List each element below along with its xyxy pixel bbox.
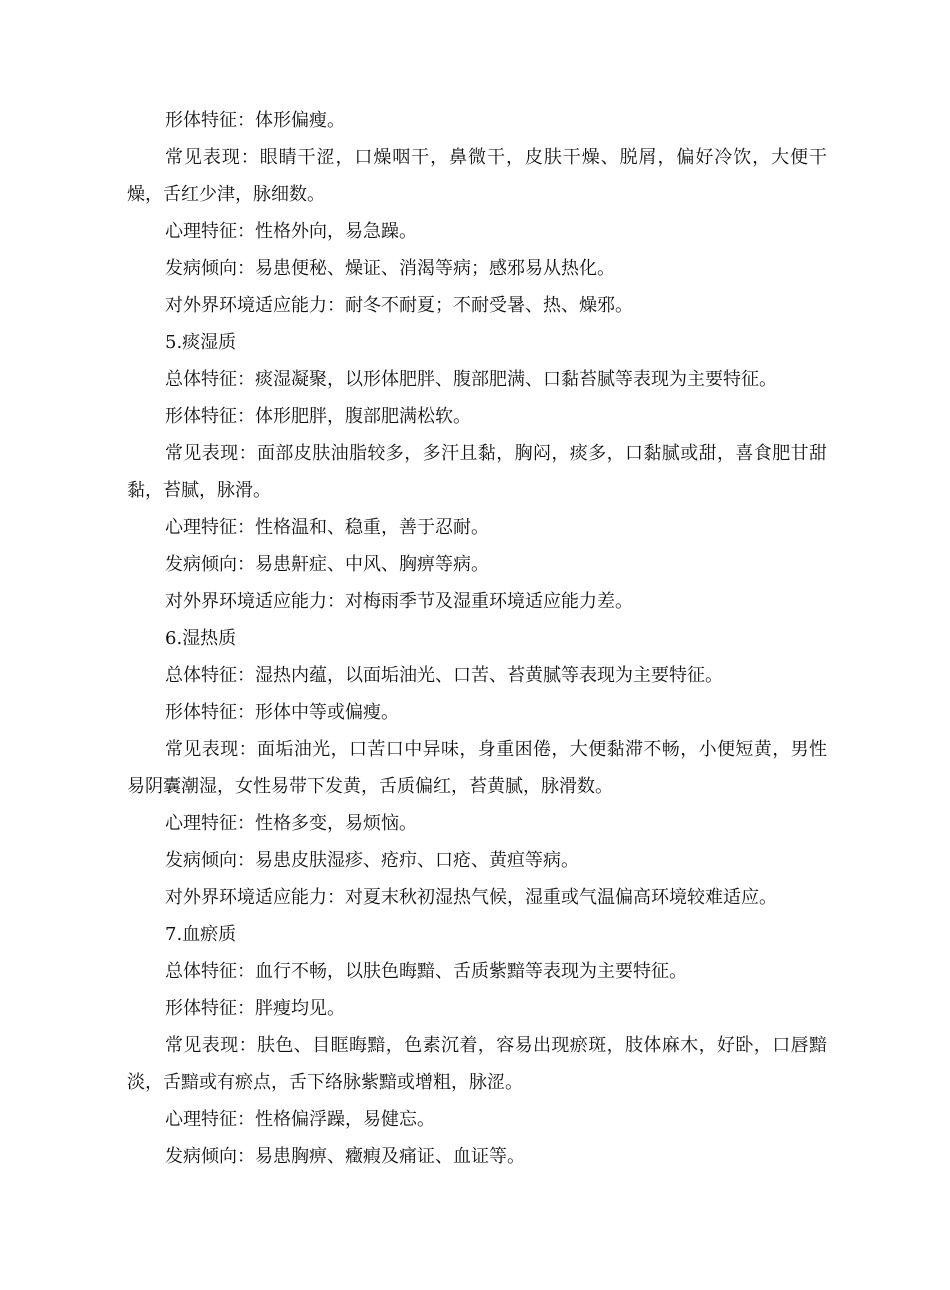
body-paragraph: 发病倾向：易患胸痹、癥瘕及痛证、血证等。 (165, 1146, 525, 1167)
body-paragraph: 常见表现：肤色、目眶晦黯，色素沉着，容易出现瘀斑，肢体麻木，好卧，口唇黯淡，舌黯或有瘀点，舌下络脉紫黯或增粗，脉涩。 (127, 1035, 827, 1093)
body-paragraph: 形体特征：体形偏瘦。 (165, 110, 345, 131)
body-paragraph: 对外界环境适应能力：耐冬不耐夏；不耐受暑、热、燥邪。 (165, 295, 633, 316)
body-paragraph: 心理特征：性格外向，易急躁。 (165, 221, 417, 242)
body-paragraph: 发病倾向：易患皮肤湿疹、疮疖、口疮、黄疸等病。 (165, 850, 579, 871)
document-page (127, 102, 827, 1175)
body-paragraph: 心理特征：性格温和、稳重，善于忍耐。 (165, 517, 489, 538)
body-paragraph: 形体特征：体形肥胖，腹部肥满松软。 (165, 406, 471, 427)
body-paragraph: 发病倾向：易患鼾症、中风、胸痹等病。 (165, 554, 489, 575)
body-paragraph: 总体特征：血行不畅，以肤色晦黯、舌质紫黯等表现为主要特征。 (165, 961, 687, 982)
body-paragraph: 对外界环境适应能力：对梅雨季节及湿重环境适应能力差。 (165, 591, 633, 612)
body-paragraph: 形体特征：形体中等或偏瘦。 (165, 702, 399, 723)
section-heading: 7.血瘀质 (165, 924, 237, 945)
body-paragraph: 发病倾向：易患便秘、燥证、消渴等病；感邪易从热化。 (165, 258, 615, 279)
body-paragraph: 常见表现：眼睛干涩，口燥咽干，鼻微干，皮肤干燥、脱屑，偏好冷饮，大便干燥，舌红少津，脉细数。 (127, 147, 827, 205)
section-heading: 6.湿热质 (165, 628, 237, 649)
body-paragraph: 心理特征：性格偏浮躁，易健忘。 (165, 1109, 435, 1130)
section-heading: 5.痰湿质 (165, 332, 237, 353)
body-paragraph: 常见表现：面垢油光，口苦口中异味，身重困倦，大便黏滞不畅，小便短黄，男性易阴囊潮湿，女性易带下发黄，舌质偏红，苔黄腻，脉滑数。 (127, 739, 827, 797)
body-paragraph: 总体特征：痰湿凝聚，以形体肥胖、腹部肥满、口黏苔腻等表现为主要特征。 (165, 369, 777, 390)
body-paragraph: 形体特征：胖瘦均见。 (165, 998, 345, 1019)
body-paragraph: 常见表现：面部皮肤油脂较多，多汗且黏，胸闷，痰多，口黏腻或甜，喜食肥甘甜黏，苔腻，脉滑。 (127, 443, 827, 501)
body-paragraph: 心理特征：性格多变，易烦恼。 (165, 813, 417, 834)
body-paragraph: 对外界环境适应能力：对夏末秋初湿热气候，湿重或气温偏高环境较难适应。 (165, 887, 777, 908)
body-paragraph: 总体特征：湿热内蕴，以面垢油光、口苦、苔黄腻等表现为主要特征。 (165, 665, 723, 686)
